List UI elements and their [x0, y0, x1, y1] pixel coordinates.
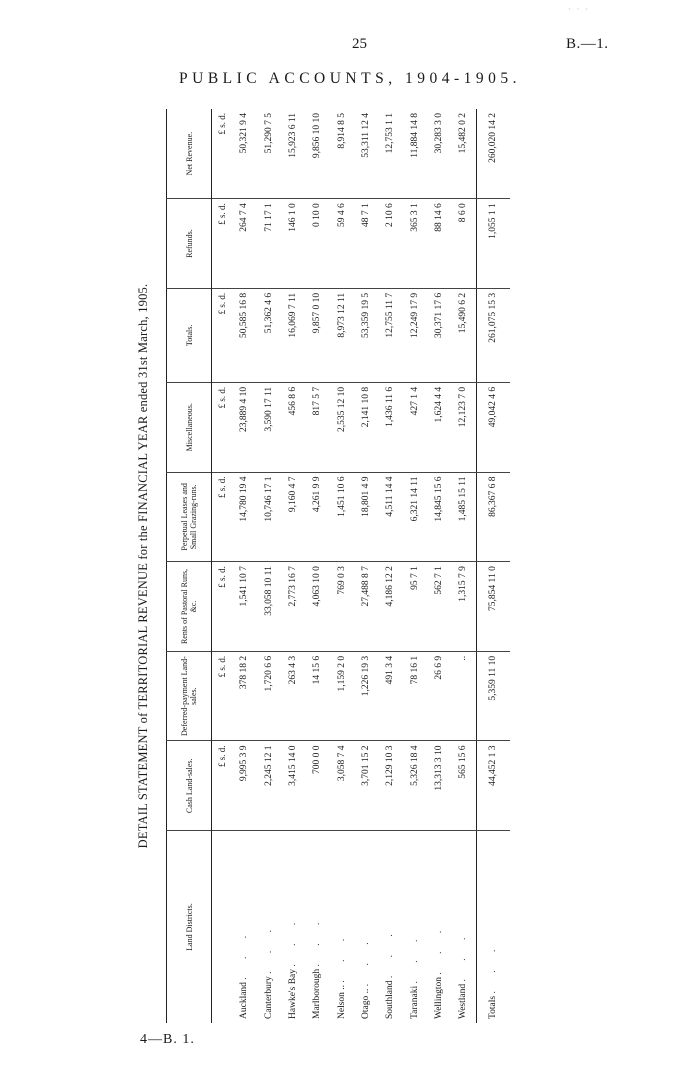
- amount-cell: 700 0 0: [305, 741, 329, 831]
- amount-cell: 4,261 9 9: [305, 472, 329, 562]
- amount-cell: 5,326 18 4: [403, 741, 427, 831]
- amount-cell: 1,451 10 6: [329, 472, 353, 562]
- amount-cell: 95 7 1: [403, 562, 427, 652]
- amount-cell: 12,123 7 0: [451, 382, 476, 472]
- amount-cell: 1,624 4 4: [427, 382, 451, 472]
- district-cell: [281, 831, 305, 1023]
- unit-row: [212, 109, 232, 1023]
- page-number: 25: [352, 36, 367, 52]
- table-body: [212, 109, 477, 1023]
- unit-cell: £ s. d.: [216, 113, 227, 135]
- column-header: Net Revenue.: [167, 109, 212, 199]
- amount-cell: 51,362 4 6: [256, 288, 280, 382]
- unit-cell: £ s. d.: [212, 562, 232, 652]
- leader-dots: . . .: [336, 930, 347, 983]
- amount-cell: 12,249 17 9: [403, 288, 427, 382]
- totals-cell: 86,367 6 8: [476, 472, 510, 562]
- amount-cell: 2,773 16 7: [281, 562, 305, 652]
- table-row: [354, 109, 378, 1023]
- amount-cell: 1,315 7 9: [451, 562, 476, 652]
- amount-cell: 9,857 0 10: [305, 288, 329, 382]
- column-header: Rents of Pastoral Runs, &c.: [167, 562, 212, 652]
- leader-dots: . . .: [434, 922, 445, 975]
- amount-cell: 9,856 10 10: [312, 113, 323, 159]
- document-reference: B.—1.: [566, 36, 609, 52]
- totals-label-cell: [476, 831, 510, 1023]
- amount-cell: 2 10 6: [378, 199, 402, 289]
- district-cell: [378, 831, 402, 1023]
- amount-cell: 1,485 15 11: [451, 472, 476, 562]
- table-row: [232, 109, 256, 1023]
- amount-cell: 2,535 12 10: [329, 382, 353, 472]
- district-cell: [256, 831, 280, 1023]
- amount-cell: 50,585 16 8: [232, 288, 256, 382]
- amount-cell: 9,995 3 9: [232, 741, 256, 831]
- column-header: Totals.: [167, 288, 212, 382]
- district-name: Taranaki: [409, 985, 420, 1019]
- totals-row: [476, 109, 510, 1023]
- amount-cell: 3,701 15 2: [354, 741, 378, 831]
- territorial-revenue-table: [166, 109, 510, 1023]
- amount-cell: 48 7 1: [354, 199, 378, 289]
- column-header: Refunds.: [167, 199, 212, 289]
- amount-cell: 8,914 8 5: [336, 113, 347, 149]
- amount-cell: 1,541 10 7: [232, 562, 256, 652]
- district-name: Wellington: [434, 977, 445, 1019]
- column-header: Deferred-payment Land-sales.: [167, 651, 212, 741]
- amount-cell: 51,290 7 5: [263, 113, 274, 154]
- amount-cell: 3,590 17 11: [256, 382, 280, 472]
- amount-cell: 2,245 12 1: [256, 741, 280, 831]
- district-cell: [329, 831, 353, 1023]
- amount-cell: 3,058 7 4: [329, 741, 353, 831]
- unit-cell: £ s. d.: [212, 741, 232, 831]
- amount-cell: 365 3 1: [403, 199, 427, 289]
- unit-cell-blank: [212, 831, 232, 1023]
- amount-cell: 817 5 7: [305, 382, 329, 472]
- amount-cell: 491 3 4: [378, 651, 402, 741]
- amount-cell: 12,753 1 1: [385, 113, 396, 154]
- unit-cell: £ s. d.: [212, 651, 232, 741]
- amount-cell: 427 1 4: [403, 382, 427, 472]
- amount-cell: 15,490 6 2: [451, 288, 476, 382]
- amount-cell: 53,311 12 4: [360, 113, 371, 158]
- leader-dots: . . .: [385, 926, 396, 979]
- table-row: [451, 109, 476, 1023]
- totals-cell: 5,359 11 10: [476, 651, 510, 741]
- amount-cell: 50,321 9 4: [239, 113, 250, 154]
- amount-cell: ..: [451, 651, 476, 741]
- totals-cell: 49,042 4 6: [476, 382, 510, 472]
- district-cell: [232, 831, 256, 1023]
- leader-dots: . . .: [263, 922, 274, 974]
- amount-cell: 1,159 2 0: [329, 651, 353, 741]
- column-header: Cash Land-sales.: [167, 741, 212, 831]
- amount-cell: 8 6 0: [451, 199, 476, 289]
- amount-cell: 14 15 6: [305, 651, 329, 741]
- district-cell: [403, 831, 427, 1023]
- amount-cell: 10,746 17 1: [256, 472, 280, 562]
- amount-cell: 1,226 19 3: [354, 651, 378, 741]
- amount-cell: 26 6 9: [427, 651, 451, 741]
- district-name: Marlborough: [312, 968, 323, 1019]
- district-cell: [427, 831, 451, 1023]
- rotated-table-region: [132, 109, 514, 1023]
- amount-cell: 18,801 4 9: [354, 472, 378, 562]
- amount-cell: 1,436 11 6: [378, 382, 402, 472]
- amount-cell: 23,889 4 10: [232, 382, 256, 472]
- table-row: [281, 109, 305, 1023]
- amount-cell: 59 4 6: [329, 199, 353, 289]
- amount-cell: 16,069 7 11: [281, 288, 305, 382]
- amount-cell: 4,511 14 4: [378, 472, 402, 562]
- amount-cell: 71 17 1: [256, 199, 280, 289]
- amount-cell: 30,371 17 6: [427, 288, 451, 382]
- amount-cell: 15,923 6 11: [287, 113, 298, 158]
- leader-dots: . . .: [239, 927, 250, 980]
- amount-cell: 88 14 6: [427, 199, 451, 289]
- leader-dots: . . .: [458, 929, 469, 982]
- column-header: Perpetual Leases and Small Grazing-runs.: [167, 472, 212, 562]
- running-title: PUBLIC ACCOUNTS, 1904-1905.: [179, 70, 521, 87]
- table-row: [403, 109, 427, 1023]
- district-cell: [354, 831, 378, 1023]
- column-header: Miscellaneous.: [167, 382, 212, 472]
- district-cell: [305, 831, 329, 1023]
- totals-cell: 260,020 14 2: [476, 109, 510, 199]
- amount-cell: 53,359 19 5: [354, 288, 378, 382]
- leader-dots: . . .: [360, 934, 371, 987]
- page-corner-mark: · · ·: [568, 5, 590, 14]
- amount-cell: 33,058 10 11: [256, 562, 280, 652]
- footer-signature: 4—B. 1.: [140, 1032, 195, 1047]
- totals-cell: 44,452 1 3: [476, 741, 510, 831]
- header-row: [167, 109, 212, 1023]
- leader-dots: . . .: [409, 931, 420, 984]
- amount-cell: 6,321 14 11: [403, 472, 427, 562]
- totals-cell: 261,075 15 3: [476, 288, 510, 382]
- amount-cell: 2,129 10 3: [378, 741, 402, 831]
- totals-cell: 75,854 11 0: [476, 562, 510, 652]
- table-row: [329, 109, 353, 1023]
- district-name: Westland: [458, 983, 469, 1019]
- amount-cell: 769 0 3: [329, 562, 353, 652]
- table-row: [305, 109, 329, 1023]
- leader-dots: . . .: [287, 914, 298, 967]
- amount-cell: 78 16 1: [403, 651, 427, 741]
- amount-cell: 14,845 15 6: [427, 472, 451, 562]
- amount-cell: 146 1 0: [281, 199, 305, 289]
- unit-cell: £ s. d.: [212, 199, 232, 289]
- amount-cell: 3,415 14 0: [281, 741, 305, 831]
- amount-cell: 13,313 3 10: [427, 741, 451, 831]
- amount-cell: 9,160 4 7: [281, 472, 305, 562]
- district-name: Canterbury: [263, 976, 274, 1019]
- amount-cell: 15,482 0 2: [458, 113, 469, 154]
- amount-cell: 4,063 10 0: [305, 562, 329, 652]
- amount-cell: 1,720 6 6: [256, 651, 280, 741]
- amount-cell: 263 4 3: [281, 651, 305, 741]
- totals-label: Totals: [488, 995, 499, 1019]
- district-cell: [451, 831, 476, 1023]
- leader-dots: . . .: [488, 941, 499, 994]
- amount-cell: 4,186 12 2: [378, 562, 402, 652]
- amount-cell: 264 7 4: [232, 199, 256, 289]
- amount-cell: 565 15 6: [451, 741, 476, 831]
- amount-cell: 30,283 3 0: [434, 113, 445, 154]
- totals-cell: 1,055 1 1: [476, 199, 510, 289]
- unit-cell: £ s. d.: [212, 382, 232, 472]
- amount-cell: 0 10 0: [305, 199, 329, 289]
- district-name: Nelson ..: [336, 984, 347, 1019]
- amount-cell: 27,488 8 7: [354, 562, 378, 652]
- district-name: Otago ..: [360, 988, 371, 1019]
- amount-cell: 2,141 10 8: [354, 382, 378, 472]
- table-row: [427, 109, 451, 1023]
- leader-dots: . . .: [312, 914, 323, 967]
- district-name: Hawke's Bay: [287, 969, 298, 1019]
- amount-cell: 8,973 12 11: [329, 288, 353, 382]
- table-row: [256, 109, 280, 1023]
- amount-cell: 562 7 1: [427, 562, 451, 652]
- unit-cell: £ s. d.: [212, 288, 232, 382]
- amount-cell: 14,780 19 4: [232, 472, 256, 562]
- district-name: Southland: [385, 980, 396, 1019]
- amount-cell: 456 8 6: [281, 382, 305, 472]
- table-row: [378, 109, 402, 1023]
- unit-cell: £ s. d.: [212, 472, 232, 562]
- column-header: Land Districts.: [167, 831, 212, 1023]
- amount-cell: 378 18 2: [232, 651, 256, 741]
- amount-cell: 11,884 14 8: [409, 113, 420, 158]
- district-name: Auckland: [239, 982, 250, 1019]
- table-caption: DETAIL STATEMENT of TERRITORIAL REVENUE for the FINANCIAL YEAR ended 31st March, 1905.: [136, 283, 150, 849]
- amount-cell: 12,755 11 7: [378, 288, 402, 382]
